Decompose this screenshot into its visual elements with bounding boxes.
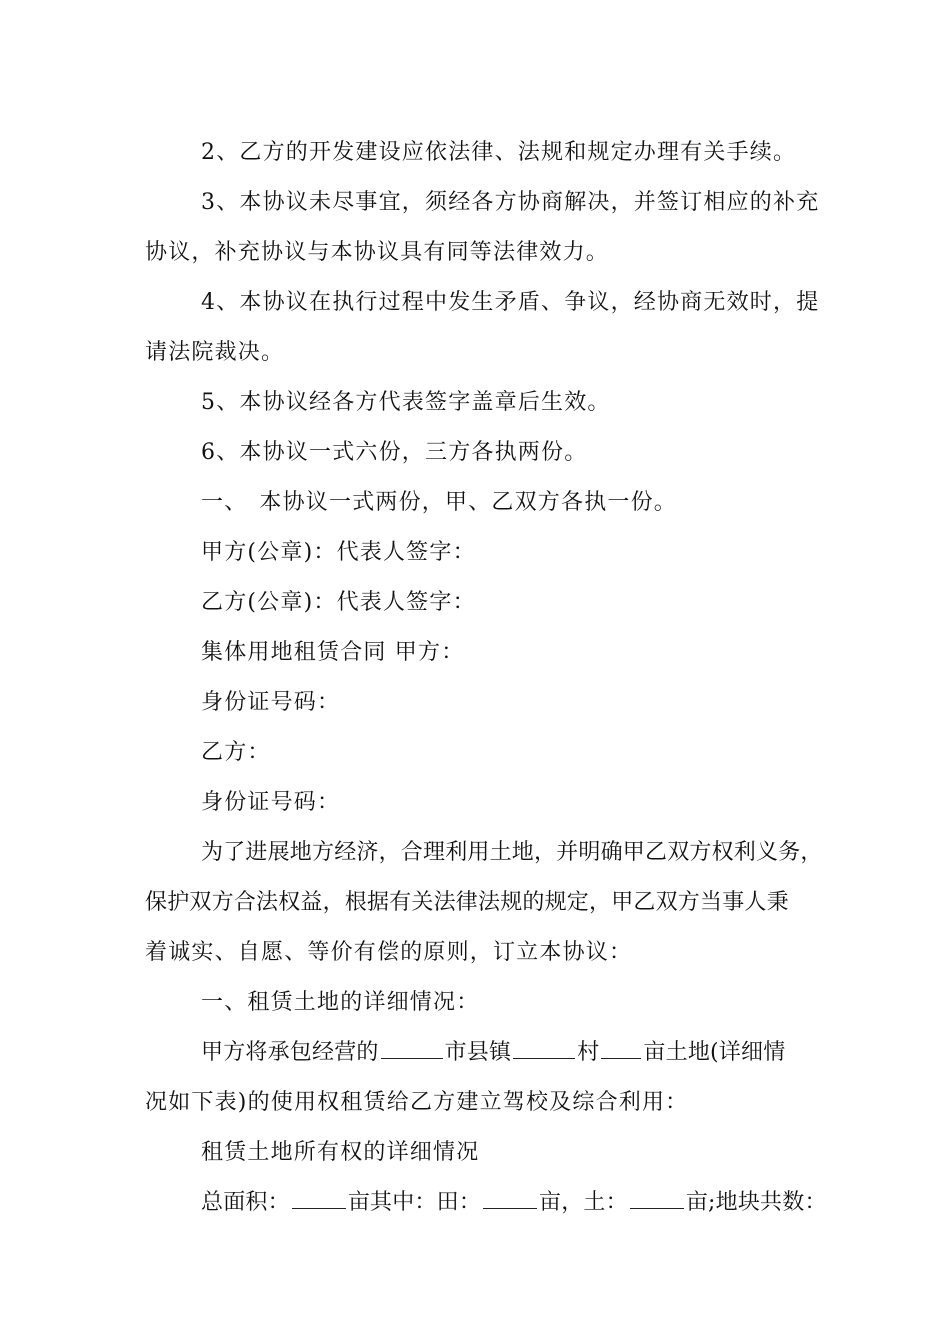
preamble-line-3: 着诚实、自愿、等价有偿的原则，订立本协议： xyxy=(145,940,633,965)
party-a-id-number: 身份证号码： xyxy=(201,690,341,715)
paragraph-clause-6: 6、本协议一式六份，三方各执两份。 xyxy=(201,440,588,465)
document-body xyxy=(145,128,825,1228)
city-blank xyxy=(381,1040,443,1059)
land-description-line-2: 况如下表)的使用权租赁给乙方建立驾校及综合利用： xyxy=(145,1090,689,1115)
village-blank xyxy=(513,1040,575,1059)
total-area-text-b: 亩其中：田： xyxy=(347,1190,482,1215)
total-area-blank xyxy=(292,1190,346,1209)
copies-prefix: 一、 xyxy=(201,490,248,515)
paragraph-clause-3-line-2: 协议，补充协议与本协议具有同等法律效力。 xyxy=(145,240,610,265)
section-heading-land-details: 一、租赁土地的详细情况： xyxy=(201,990,480,1015)
total-area-text-c: 亩，土： xyxy=(539,1190,628,1215)
acreage-blank xyxy=(601,1040,641,1059)
contract-title-line: 集体用地租赁合同 甲方： xyxy=(201,640,465,665)
party-b-id-number: 身份证号码： xyxy=(201,790,341,815)
paragraph-clause-3-line-1: 3、本协议未尽事宜，须经各方协商解决，并签订相应的补充 xyxy=(201,190,820,215)
total-area-line xyxy=(145,1178,825,1228)
party-b-label: 乙方： xyxy=(201,740,271,765)
paragraph-clause-4-line-1: 4、本协议在执行过程中发生矛盾、争议，经协商无效时，提 xyxy=(201,290,820,315)
paragraph-clause-4-line-2: 请法院裁决。 xyxy=(145,340,285,365)
land-description-line-1 xyxy=(145,1028,825,1078)
paragraph-clause-5: 5、本协议经各方代表签字盖章后生效。 xyxy=(201,390,611,415)
land-desc-text-d: 亩土地(详细情 xyxy=(643,1040,786,1065)
preamble-line-2: 保护双方合法权益，根据有关法律法规的规定，甲乙双方当事人秉 xyxy=(145,890,789,915)
paragraph-copies xyxy=(145,478,825,528)
total-area-text-a: 总面积： xyxy=(201,1190,290,1215)
copies-text: 本协议一式两份，甲、乙双方各执一份。 xyxy=(259,490,678,515)
land-desc-text-b: 市县镇 xyxy=(444,1040,512,1065)
land-desc-text-a: 甲方将承包经营的 xyxy=(201,1040,379,1065)
paragraph-clause-2: 2、乙方的开发建设应依法律、法规和规定办理有关手续。 xyxy=(201,140,797,165)
dry-land-area-blank xyxy=(630,1190,684,1209)
land-desc-text-c: 村 xyxy=(577,1040,600,1065)
total-area-text-d: 亩;地块共数： xyxy=(685,1190,827,1215)
party-a-signature-line: 甲方(公章)：代表人签字： xyxy=(201,540,476,565)
paddy-area-blank xyxy=(483,1190,537,1209)
ownership-details-heading: 租赁土地所有权的详细情况 xyxy=(201,1140,480,1165)
party-b-signature-line: 乙方(公章)：代表人签字： xyxy=(201,590,476,615)
preamble-line-1: 为了进展地方经济，合理利用土地，并明确甲乙双方权利义务， xyxy=(201,840,823,865)
